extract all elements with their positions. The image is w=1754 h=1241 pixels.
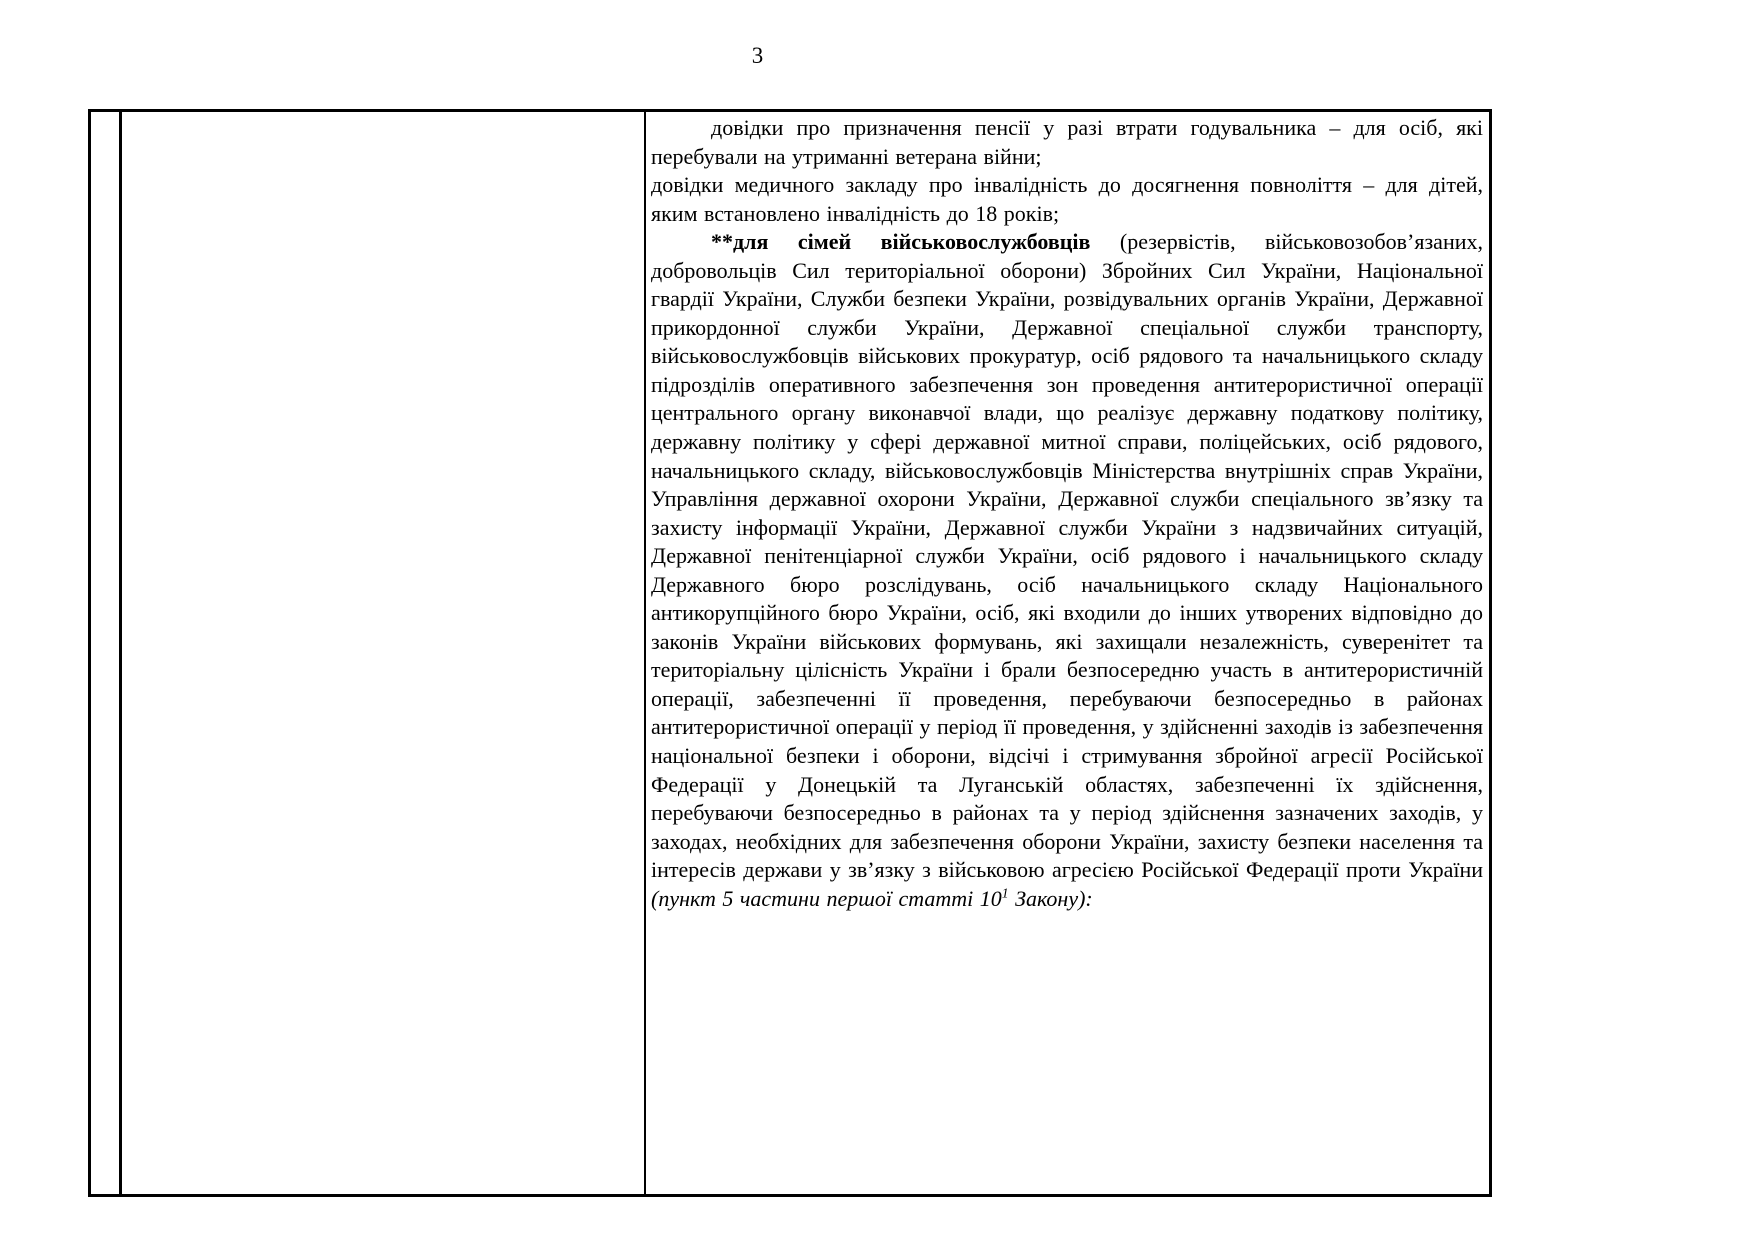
citation-superscript: 1 bbox=[1001, 885, 1009, 901]
paragraph-medical-certificate: довідки медичного закладу про інвалідність до досягнення повноліття – для дітей, яким встановлено інвалідність до 18 років; bbox=[651, 172, 1483, 226]
paragraph-pension-certificate: довідки про призначення пенсії у разі втрати годувальника – для осіб, які перебували на утриманні ветерана війни; bbox=[651, 115, 1483, 169]
page-number: 3 bbox=[751, 43, 764, 68]
law-citation bbox=[651, 886, 1093, 911]
bold-lead-text: **для сімей військовослужбовців bbox=[711, 229, 1091, 255]
paragraph-body-text: (резервістів, військовозобов’язаних, добровольців Сил територіальної оборони) Збройних Сил України, Національної гвардії України, Служби безпеки України, розвідувальних органів України, Державної прикордонної служби України, Державної спеціальної служби транспорту, військовослужбовців військових прокуратур, осіб рядового та начальницького складу підрозділів оперативного забезпечення зон проведення антитерористичної операції центрального органу виконавчої влади, що реалізує державну податкову політику, державну політику у сфері державної митної справи, поліцейських, осіб рядового, начальницького складу, військовослужбовців Міністерства внутрішніх справ України, Управління державної охорони України, Державної служби спеціального зв’язку та захисту інформації України, Державної служби України з надзвичайних ситуацій, Державної пенітенціарної служби України, осіб рядового і начальницького складу Державного бюро розслідувань, осіб начальницького складу Національного антикорупційного бюро України, осіб, які входили до інших утворених відповідно до законів України військових формувань, які захищали незалежність, суверенітет та територіальну цілісність України і брали безпосередню участь в антитерористичній операції, забезпеченні її проведення, перебуваючи безпосередньо в районах антитерористичної операції у період її проведення, у здійсненні заходів із забезпечення національної безпеки і оборони, відсічі і стримування збройної агресії Російської Федерації у Донецькій та Луганській областях, забезпеченні їх здійснення, перебуваючи безпосередньо в районах та у період здійснення зазначених заходів, у заходах, необхідних для забезпечення оборони України, захисту безпеки населення та інтересів держави у зв’язку з військовою агресією Російської Федерації проти України bbox=[651, 229, 1483, 883]
citation-text-before-superscript: (пункт 5 частини першої статті 10 bbox=[651, 885, 1002, 911]
document-table bbox=[88, 109, 1492, 1197]
table-column-left bbox=[91, 112, 122, 1194]
table-column-middle bbox=[122, 112, 646, 1194]
citation-text-after-superscript: Закону): bbox=[1008, 885, 1093, 911]
table-column-text bbox=[646, 112, 1489, 1194]
paragraph-military-families bbox=[651, 228, 1483, 913]
